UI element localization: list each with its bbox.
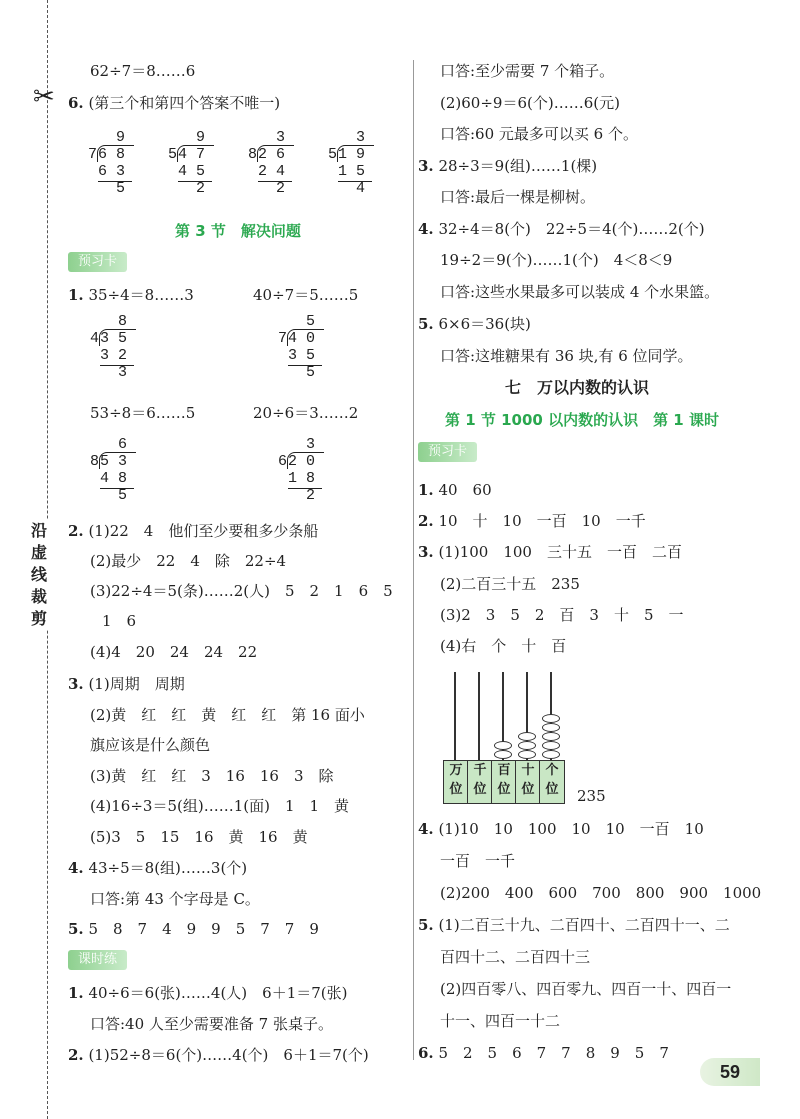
place-char: 位 xyxy=(449,782,463,797)
dividend: 2 6 xyxy=(258,146,286,163)
abacus-place-label xyxy=(515,760,541,804)
dividend: 2 0 xyxy=(288,453,316,470)
question-4 xyxy=(418,220,705,238)
question-2 xyxy=(418,512,646,530)
place-char: 位 xyxy=(497,782,511,797)
abacus-place-label xyxy=(539,760,565,804)
place-char: 百 xyxy=(497,763,511,778)
product: 6 3 xyxy=(98,163,126,180)
abacus-rod xyxy=(454,672,456,760)
divisor: 8 xyxy=(248,146,258,163)
place-char: 个 xyxy=(545,763,559,778)
answer-text: 口答:第 43 个字母是 C。 xyxy=(90,890,260,908)
answer-text: (1)22 4 他们至少要租多少条船 xyxy=(88,522,319,540)
remainder: 5 xyxy=(306,364,316,381)
question-number: 1. xyxy=(68,286,84,304)
abacus-bead xyxy=(518,741,536,750)
question-6 xyxy=(418,1044,669,1062)
question-number: 4. xyxy=(418,220,434,238)
subtraction-line xyxy=(288,488,322,489)
question-number: 3. xyxy=(418,543,434,561)
answer-text: 19÷2＝9(个)……1(个) 4＜8＜9 xyxy=(440,251,673,269)
question-number: 5. xyxy=(418,916,434,934)
answer-text: 32÷4＝8(个) 22÷5＝4(个)……2(个) xyxy=(438,220,705,238)
answer-text: 口答:这些水果最多可以装成 4 个水果篮。 xyxy=(440,283,720,301)
abacus-place-label xyxy=(443,760,469,804)
answer-text: 53÷8＝6……5 xyxy=(90,404,196,422)
place-char: 位 xyxy=(473,782,487,797)
remainder: 3 xyxy=(118,364,128,381)
question-number: 6. xyxy=(418,1044,434,1062)
lesson-practice-badge: 课时练 xyxy=(68,950,127,970)
abacus-bead xyxy=(494,750,512,759)
question-4 xyxy=(418,820,704,838)
answer-text: (3)2 3 5 2 百 3 十 5 一 xyxy=(440,606,684,624)
cut-label xyxy=(28,520,50,630)
answer-text: 十一、四百一十二 xyxy=(440,1012,561,1030)
subtraction-line xyxy=(338,181,372,182)
subtraction-line xyxy=(98,181,132,182)
question-number: 5. xyxy=(68,920,84,938)
answer-text: 5 2 5 6 7 7 8 9 5 7 xyxy=(438,1044,669,1062)
division-bracket xyxy=(99,329,136,346)
dividend: 4 0 xyxy=(288,330,316,347)
question-number: 3. xyxy=(68,675,84,693)
answer-text: (3)22÷4＝5(条)……2(人) 5 2 1 6 5 xyxy=(90,582,393,600)
preview-card-badge: 预习卡 xyxy=(418,442,477,462)
answer-text: 6×6＝36(块) xyxy=(438,315,531,333)
division-bracket xyxy=(99,452,136,469)
abacus-bead xyxy=(542,723,560,732)
place-char: 位 xyxy=(521,782,535,797)
answer-text: 35÷4＝8……3 xyxy=(88,286,194,304)
abacus-place-label xyxy=(491,760,517,804)
answer-text: 口答:这堆糖果有 36 块,有 6 位同学。 xyxy=(440,347,693,365)
answer-text: (2)200 400 600 700 800 900 1000 xyxy=(440,884,762,902)
answer-text: 口答:60 元最多可以买 6 个。 xyxy=(440,125,638,143)
quotient: 3 xyxy=(306,436,316,453)
question-number: 6. xyxy=(68,94,84,112)
answer-text: (2)黄 红 红 黄 红 红 第 16 面小 xyxy=(90,706,365,724)
answer-text: 百四十二、二百四十三 xyxy=(440,948,591,966)
division-bracket xyxy=(287,452,324,469)
dividend: 6 8 xyxy=(98,146,126,163)
divisor: 8 xyxy=(90,453,100,470)
answer-text: 43÷5＝8(组)……3(个) xyxy=(88,859,248,877)
dividend: 1 9 xyxy=(338,146,366,163)
answer-text: 20÷6＝3……2 xyxy=(253,404,359,422)
answer-text: (2)四百零八、四百零九、四百一十、四百一 xyxy=(440,980,732,998)
abacus-bead xyxy=(542,714,560,723)
quotient: 9 xyxy=(116,129,126,146)
question-number: 4. xyxy=(418,820,434,838)
question-number: 2. xyxy=(68,1046,84,1064)
page-number: 59 xyxy=(700,1058,760,1086)
abacus-place-label xyxy=(467,760,493,804)
question-6 xyxy=(68,94,280,112)
answer-text: 口答:最后一棵是柳树。 xyxy=(440,188,596,206)
question-number: 5. xyxy=(418,315,434,333)
question-number: 3. xyxy=(418,157,434,175)
column-divider xyxy=(413,60,414,1060)
answer-text: (2)最少 22 4 除 22÷4 xyxy=(90,552,287,570)
place-char: 万 xyxy=(449,763,463,778)
question-number: 1. xyxy=(68,984,84,1002)
abacus-bead xyxy=(542,750,560,759)
answer-text: (1)100 100 三十五 一百 二百 xyxy=(438,543,682,561)
scissors-icon: ✂ xyxy=(33,82,55,112)
product: 2 4 xyxy=(258,163,286,180)
question-number: 1. xyxy=(418,481,434,499)
remainder: 2 xyxy=(306,487,316,504)
question-1 xyxy=(68,286,194,304)
quotient: 3 xyxy=(276,129,286,146)
answer-text: (2)60÷9＝6(个)……6(元) xyxy=(440,94,620,112)
question-2 xyxy=(68,522,318,540)
dividend: 5 3 xyxy=(100,453,128,470)
question-number: 2. xyxy=(68,522,84,540)
question-5 xyxy=(68,920,319,938)
quotient: 3 xyxy=(356,129,366,146)
question-3 xyxy=(68,675,185,693)
subtraction-line xyxy=(100,365,134,366)
answer-text: (4)16÷3＝5(组)……1(面) 1 1 黄 xyxy=(90,797,350,815)
question-text: (第三个和第四个答案不唯一) xyxy=(88,94,281,112)
quotient: 5 xyxy=(306,313,316,330)
answer-text: 40 60 xyxy=(438,481,492,499)
question-3 xyxy=(418,157,597,175)
product: 3 2 xyxy=(100,347,128,364)
place-char: 十 xyxy=(521,763,535,778)
question-number: 4. xyxy=(68,859,84,877)
abacus-bead xyxy=(518,732,536,741)
answer-text: 40÷7＝5……5 xyxy=(253,286,359,304)
abacus-rod xyxy=(478,672,480,760)
answer-text: (2)二百三十五 235 xyxy=(440,575,580,593)
division-bracket xyxy=(337,145,374,162)
answer-line: 62÷7＝8……6 xyxy=(90,62,196,80)
product: 3 5 xyxy=(288,347,316,364)
answer-text: (1)52÷8＝6(个)……4(个) 6＋1＝7(个) xyxy=(88,1046,369,1064)
answer-text: 10 十 10 一百 10 一千 xyxy=(438,512,646,530)
remainder: 2 xyxy=(196,180,206,197)
divisor: 5 xyxy=(328,146,338,163)
product: 1 8 xyxy=(288,470,316,487)
question-5 xyxy=(418,315,531,333)
remainder: 5 xyxy=(118,487,128,504)
abacus-value: 235 xyxy=(577,787,606,805)
quotient: 6 xyxy=(118,436,128,453)
subtraction-line xyxy=(100,488,134,489)
answer-text: (4)4 20 24 24 22 xyxy=(90,643,258,661)
question-3 xyxy=(418,543,682,561)
product: 1 5 xyxy=(338,163,366,180)
division-bracket xyxy=(257,145,294,162)
question-2 xyxy=(68,1046,369,1064)
abacus-bead xyxy=(542,741,560,750)
remainder: 5 xyxy=(116,180,126,197)
divisor: 4 xyxy=(90,330,100,347)
question-5 xyxy=(418,916,730,934)
question-1 xyxy=(68,984,347,1002)
divisor: 7 xyxy=(88,146,98,163)
subtraction-line xyxy=(178,181,212,182)
answer-text: (1)二百三十九、二百四十、二百四十一、二 xyxy=(438,916,730,934)
question-number: 2. xyxy=(418,512,434,530)
quotient: 9 xyxy=(196,129,206,146)
division-bracket xyxy=(177,145,214,162)
division-bracket xyxy=(287,329,324,346)
product: 4 5 xyxy=(178,163,206,180)
section-title: 第 1 节 1000 以内数的认识 第 1 课时 xyxy=(445,411,719,429)
answer-text: (5)3 5 15 16 黄 16 黄 xyxy=(90,828,308,846)
place-char: 千 xyxy=(473,763,487,778)
dividend: 4 7 xyxy=(178,146,206,163)
abacus-bead xyxy=(542,732,560,741)
product: 4 8 xyxy=(100,470,128,487)
answer-text: (4)右 个 十 百 xyxy=(440,637,567,655)
place-char: 位 xyxy=(545,782,559,797)
dividend: 3 5 xyxy=(100,330,128,347)
answer-text: 口答:至少需要 7 个箱子。 xyxy=(440,62,615,80)
question-4 xyxy=(68,859,247,877)
abacus-figure xyxy=(438,668,588,803)
answer-text: (1)10 10 100 10 10 一百 10 xyxy=(438,820,704,838)
remainder: 4 xyxy=(356,180,366,197)
divisor: 6 xyxy=(278,453,288,470)
remainder: 2 xyxy=(276,180,286,197)
answer-text: (1)周期 周期 xyxy=(88,675,185,693)
answer-text: 旗应该是什么颜色 xyxy=(90,736,211,754)
answer-text: 28÷3＝9(组)……1(棵) xyxy=(438,157,598,175)
chapter-title: 七 万以内数的认识 xyxy=(505,378,650,397)
divisor: 7 xyxy=(278,330,288,347)
section-title: 第 3 节 解决问题 xyxy=(175,222,301,240)
answer-text: 一百 一千 xyxy=(440,852,516,870)
answer-text: 口答:40 人至少需要准备 7 张桌子。 xyxy=(90,1015,333,1033)
quotient: 8 xyxy=(118,313,128,330)
answer-text: 1 6 xyxy=(102,612,137,630)
cut-label-text: 沿虚线裁剪 xyxy=(31,521,48,628)
preview-card-badge: 预习卡 xyxy=(68,252,127,272)
answer-text: 40÷6＝6(张)……4(人) 6＋1＝7(张) xyxy=(88,984,348,1002)
question-1 xyxy=(418,481,492,499)
subtraction-line xyxy=(258,181,292,182)
answer-text: (3)黄 红 红 3 16 16 3 除 xyxy=(90,767,334,785)
subtraction-line xyxy=(288,365,322,366)
answer-text: 5 8 7 4 9 9 5 7 7 9 xyxy=(88,920,319,938)
divisor: 5 xyxy=(168,146,178,163)
abacus-bead xyxy=(518,750,536,759)
abacus-bead xyxy=(494,741,512,750)
division-bracket xyxy=(97,145,134,162)
